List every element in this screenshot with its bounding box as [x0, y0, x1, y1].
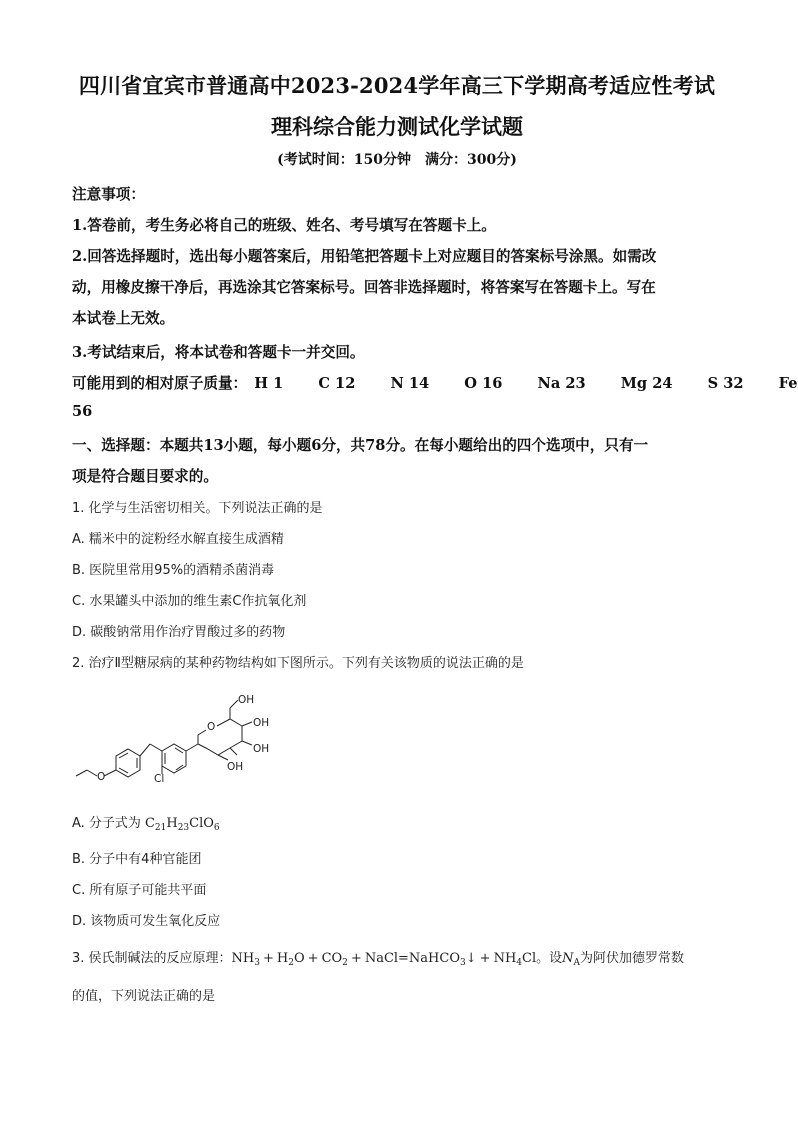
eq-co2: CO: [321, 951, 343, 966]
eq-nh4-sub: 4: [516, 958, 523, 968]
bond: [218, 755, 228, 760]
eq-nh3: NH: [231, 951, 255, 966]
molecular-formula: [145, 816, 220, 831]
eq-plus: +: [479, 951, 491, 966]
bond: [186, 744, 198, 751]
q2-option-c: C. 所有原子可能共平面: [72, 883, 207, 898]
q3-stem-line-1: [72, 947, 684, 968]
avogadro-subscript: A: [573, 958, 581, 968]
mass-fe: Fe: [778, 375, 798, 392]
eq-h2o-o: O: [293, 951, 305, 966]
mass-h: H 1: [254, 375, 284, 392]
chlorine-label: Cl: [154, 773, 165, 785]
formula-c: C: [144, 816, 155, 831]
reaction-equation: [232, 951, 537, 966]
oh-label-2: OH: [253, 717, 270, 729]
eq-plus: +: [350, 951, 362, 966]
q2-option-d: D. 该物质可发生氧化反应: [72, 914, 221, 929]
section-heading-line-2: 项是符合题目要求的。: [72, 468, 218, 485]
eq-h2o-sub: 2: [288, 958, 294, 968]
bond: [140, 744, 150, 756]
bond: [242, 722, 252, 726]
q1-option-a: A. 糯米中的淀粉经水解直接生成酒精: [72, 532, 284, 547]
eq-nahco3-sub: 3: [460, 958, 466, 968]
oh-label-4: OH: [227, 761, 244, 773]
formula-clo: ClO: [189, 816, 214, 831]
mass-na: Na 23: [537, 375, 586, 392]
ether-o-label: O: [97, 771, 106, 783]
q3-stem-mid: 。设: [536, 951, 563, 966]
precipitate-arrow-icon: ↓: [465, 951, 477, 966]
q2-option-a: [72, 812, 220, 833]
bond: [230, 748, 237, 755]
eq-nh3-sub: 3: [254, 958, 260, 968]
formula-c-count: 21: [154, 823, 167, 833]
page-title: 四川省宜宾市普通高中2023-2024学年高三下学期高考适应性考试: [78, 73, 716, 98]
eq-nacl-nahco3: NaCl=NaHCO: [364, 951, 461, 966]
q2-option-a-prefix: A. 分子式为: [72, 816, 141, 831]
mass-o: O 16: [464, 375, 503, 392]
q1-option-c: C. 水果罐头中添加的维生素C作抗氧化剂: [72, 594, 307, 609]
bond: [87, 770, 97, 776]
eq-cl: Cl: [522, 951, 537, 966]
q1-option-b: B. 医院里常用95%的酒精杀菌消毒: [72, 563, 275, 578]
molecule-structure: [70, 688, 290, 788]
q1-option-d: D. 碳酸钠常用作治疗胃酸过多的药物: [72, 625, 286, 640]
note-item-3: 3.考试结束后，将本试卷和答题卡一并交回。: [72, 344, 365, 361]
mass-c: C 12: [318, 375, 356, 392]
bond: [230, 700, 238, 708]
q3-stem-prefix: 3. 侯氏制碱法的反应原理：: [72, 951, 232, 966]
note-item-2-line-1: 2.回答选择题时，选出每小题答案后，用铅笔把答题卡上对应题目的答案标号涂黑。如需改: [72, 248, 657, 265]
formula-o-count: 6: [213, 823, 220, 833]
sugar-ring: [198, 719, 242, 755]
notes-heading: 注意事项：: [72, 186, 145, 203]
q1-stem: 1. 化学与生活密切相关。下列说法正确的是: [72, 501, 323, 516]
eq-co2-sub: 2: [342, 958, 348, 968]
formula-h: H: [166, 816, 178, 831]
mass-fe-value: 56: [72, 403, 93, 420]
ring-oxygen-label: O: [207, 721, 216, 733]
eq-plus: +: [263, 951, 274, 966]
sugar-ring-bond: [198, 730, 206, 744]
oh-label-1: OH: [238, 694, 255, 706]
eq-plus: +: [307, 951, 319, 966]
oh-label-3: OH: [253, 743, 270, 755]
bond: [150, 744, 162, 751]
bond: [76, 770, 87, 776]
avogadro-symbol: N: [562, 951, 574, 966]
bond: [104, 770, 116, 776]
note-item-2-line-3: 本试卷上无效。: [72, 310, 175, 327]
mass-s: S 32: [707, 375, 744, 392]
q3-stem-line-2: 的值，下列说法正确的是: [72, 989, 216, 1004]
eq-nh4: NH: [493, 951, 517, 966]
note-item-2-line-2: 动，用橡皮擦干净后，再选涂其它答案标号。回答非选择题时，将答案写在答题卡上。写在: [72, 279, 656, 296]
section-heading-line-1: 一、选择题：本题共13小题，每小题6分，共78分。在每小题给出的四个选项中，只有一: [72, 437, 649, 454]
q3-stem-end: 为阿伏加德罗常数: [580, 951, 685, 966]
exam-info: (考试时间：150分钟 满分：300分): [277, 152, 517, 168]
atomic-masses: [72, 372, 798, 393]
q2-option-b: B. 分子中有4种官能团: [72, 852, 202, 867]
bond: [242, 741, 252, 745]
mass-mg: Mg 24: [620, 375, 673, 392]
q2-stem: 2. 治疗Ⅱ型糖尿病的某种药物结构如下图所示。下列有关该物质的说法正确的是: [72, 656, 524, 671]
page-subtitle: 理科综合能力测试化学试题: [271, 114, 523, 139]
eq-h2o-h: H: [276, 951, 289, 966]
benzene-ring-2: [162, 744, 186, 773]
note-item-1: 1.答卷前，考生务必将自己的班级、姓名、考号填写在答题卡上。: [72, 217, 496, 234]
mass-n: N 14: [390, 375, 430, 392]
atomic-masses-label: 可能用到的相对原子质量：: [72, 375, 248, 392]
formula-h-count: 23: [177, 823, 190, 833]
